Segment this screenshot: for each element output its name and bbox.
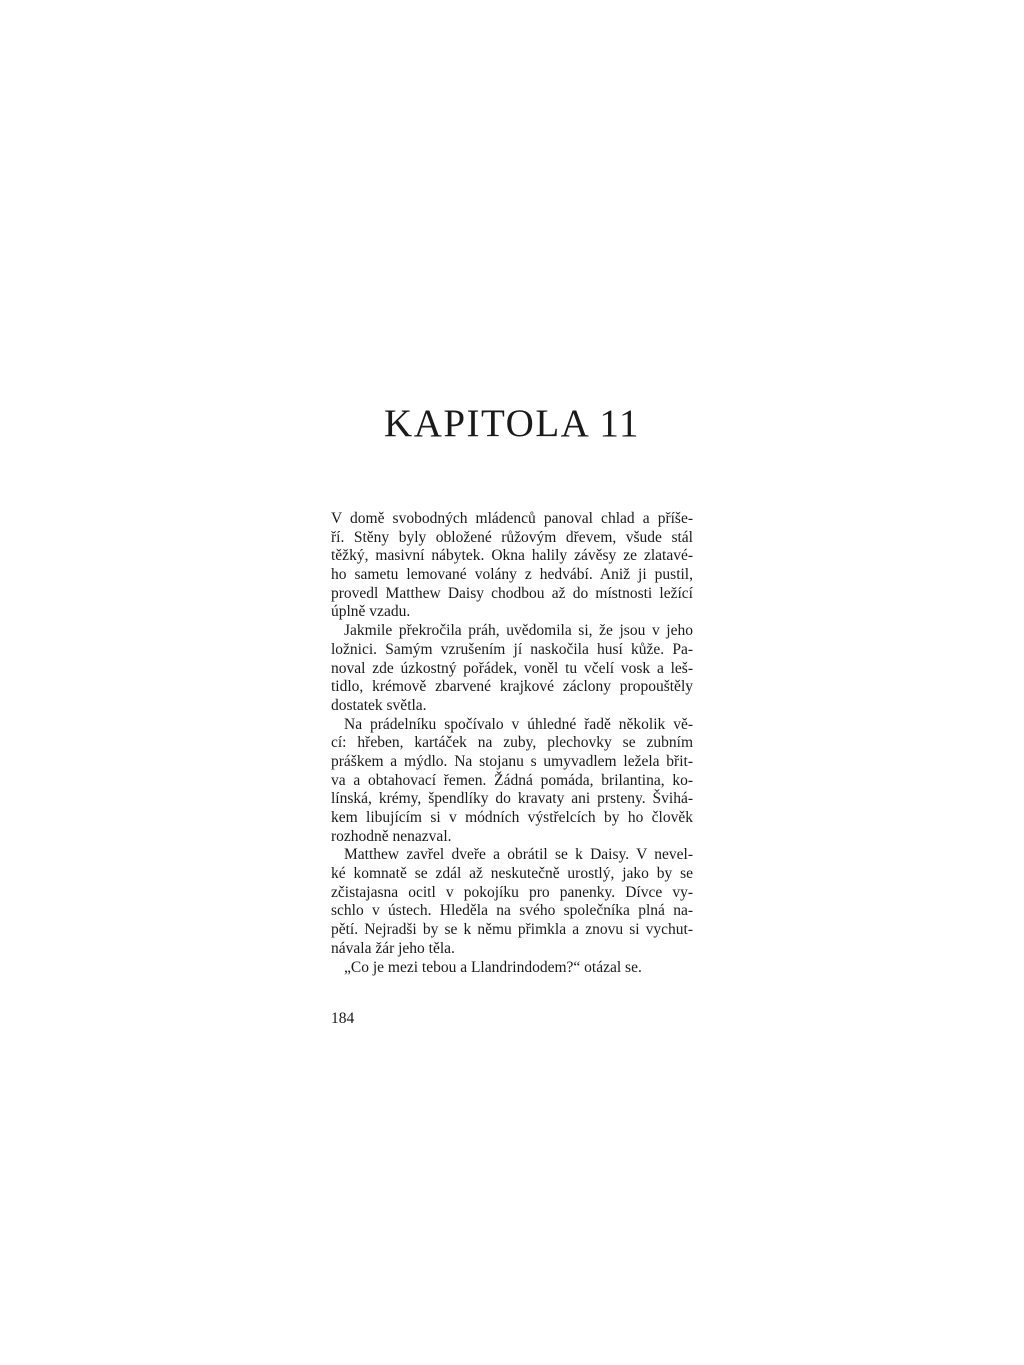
text-line: Na prádelníku spočívalo v úhledné řadě několik vě- — [344, 715, 693, 733]
text-line: kem libujícím si v módních výstřelcích by ho člověk — [331, 809, 693, 826]
chapter-body-text — [331, 510, 693, 977]
text-line: návala žár jeho těla. — [331, 939, 455, 957]
text-line: línská, krémy, špendlíky do kravaty ani prsteny. Švihá- — [331, 790, 693, 808]
text-line: rozhodně nenazval. — [331, 827, 452, 845]
text-line: úplně vzadu. — [331, 603, 411, 621]
text-line: ké komnatě se zdál až neskutečně urostlý, jako by se — [331, 865, 693, 883]
text-line: těžký, masivní nábytek. Okna halily závěsy ze zlatavé- — [331, 547, 693, 565]
chapter-title: KAPITOLA 11 — [384, 402, 640, 445]
page-number: 184 — [331, 1010, 355, 1027]
text-line: pětí. Nejradši by se k němu přimkla a znovu si vychut- — [331, 921, 693, 939]
text-line: dostatek světla. — [331, 696, 427, 714]
text-line: tidlo, krémově zbarvené krajkové záclony propouštěly — [331, 678, 693, 696]
text-line: práškem a mýdlo. Na stojanu s umyvadlem ležela břit- — [331, 752, 693, 770]
text-line: ho sametu lemované volány z hedvábí. Aniž ji pustil, — [331, 566, 693, 584]
text-line: „Co je mezi tebou a Llandrindodem?“ otázal se. — [344, 958, 642, 976]
text-line: zčistajasna ocitl v pokojíku pro panenky. Dívce vy- — [331, 883, 693, 901]
text-line: provedl Matthew Daisy chodbou až do místnosti ležící — [331, 584, 693, 602]
text-line: va a obtahovací řemen. Žádná pomáda, brilantina, ko- — [331, 771, 693, 789]
text-line: Matthew zavřel dveře a obrátil se k Daisy. V nevel- — [344, 846, 693, 864]
text-line: V domě svobodných mládenců panoval chlad a příše- — [331, 510, 693, 527]
text-line: ří. Stěny byly obložené růžovým dřevem, všude stál — [331, 528, 693, 546]
text-line: cí: hřeben, kartáček na zuby, plechovky se zubním — [331, 734, 693, 752]
text-line: Jakmile překročila práh, uvědomila si, že jsou v jeho — [344, 622, 693, 640]
text-line: ložnici. Samým vzrušením jí naskočila husí kůže. Pa- — [331, 640, 693, 658]
text-line: schlo v ústech. Hleděla na svého společníka plná na- — [331, 902, 693, 920]
text-line: noval zde úzkostný pořádek, voněl tu včelí vosk a leš- — [331, 659, 693, 677]
